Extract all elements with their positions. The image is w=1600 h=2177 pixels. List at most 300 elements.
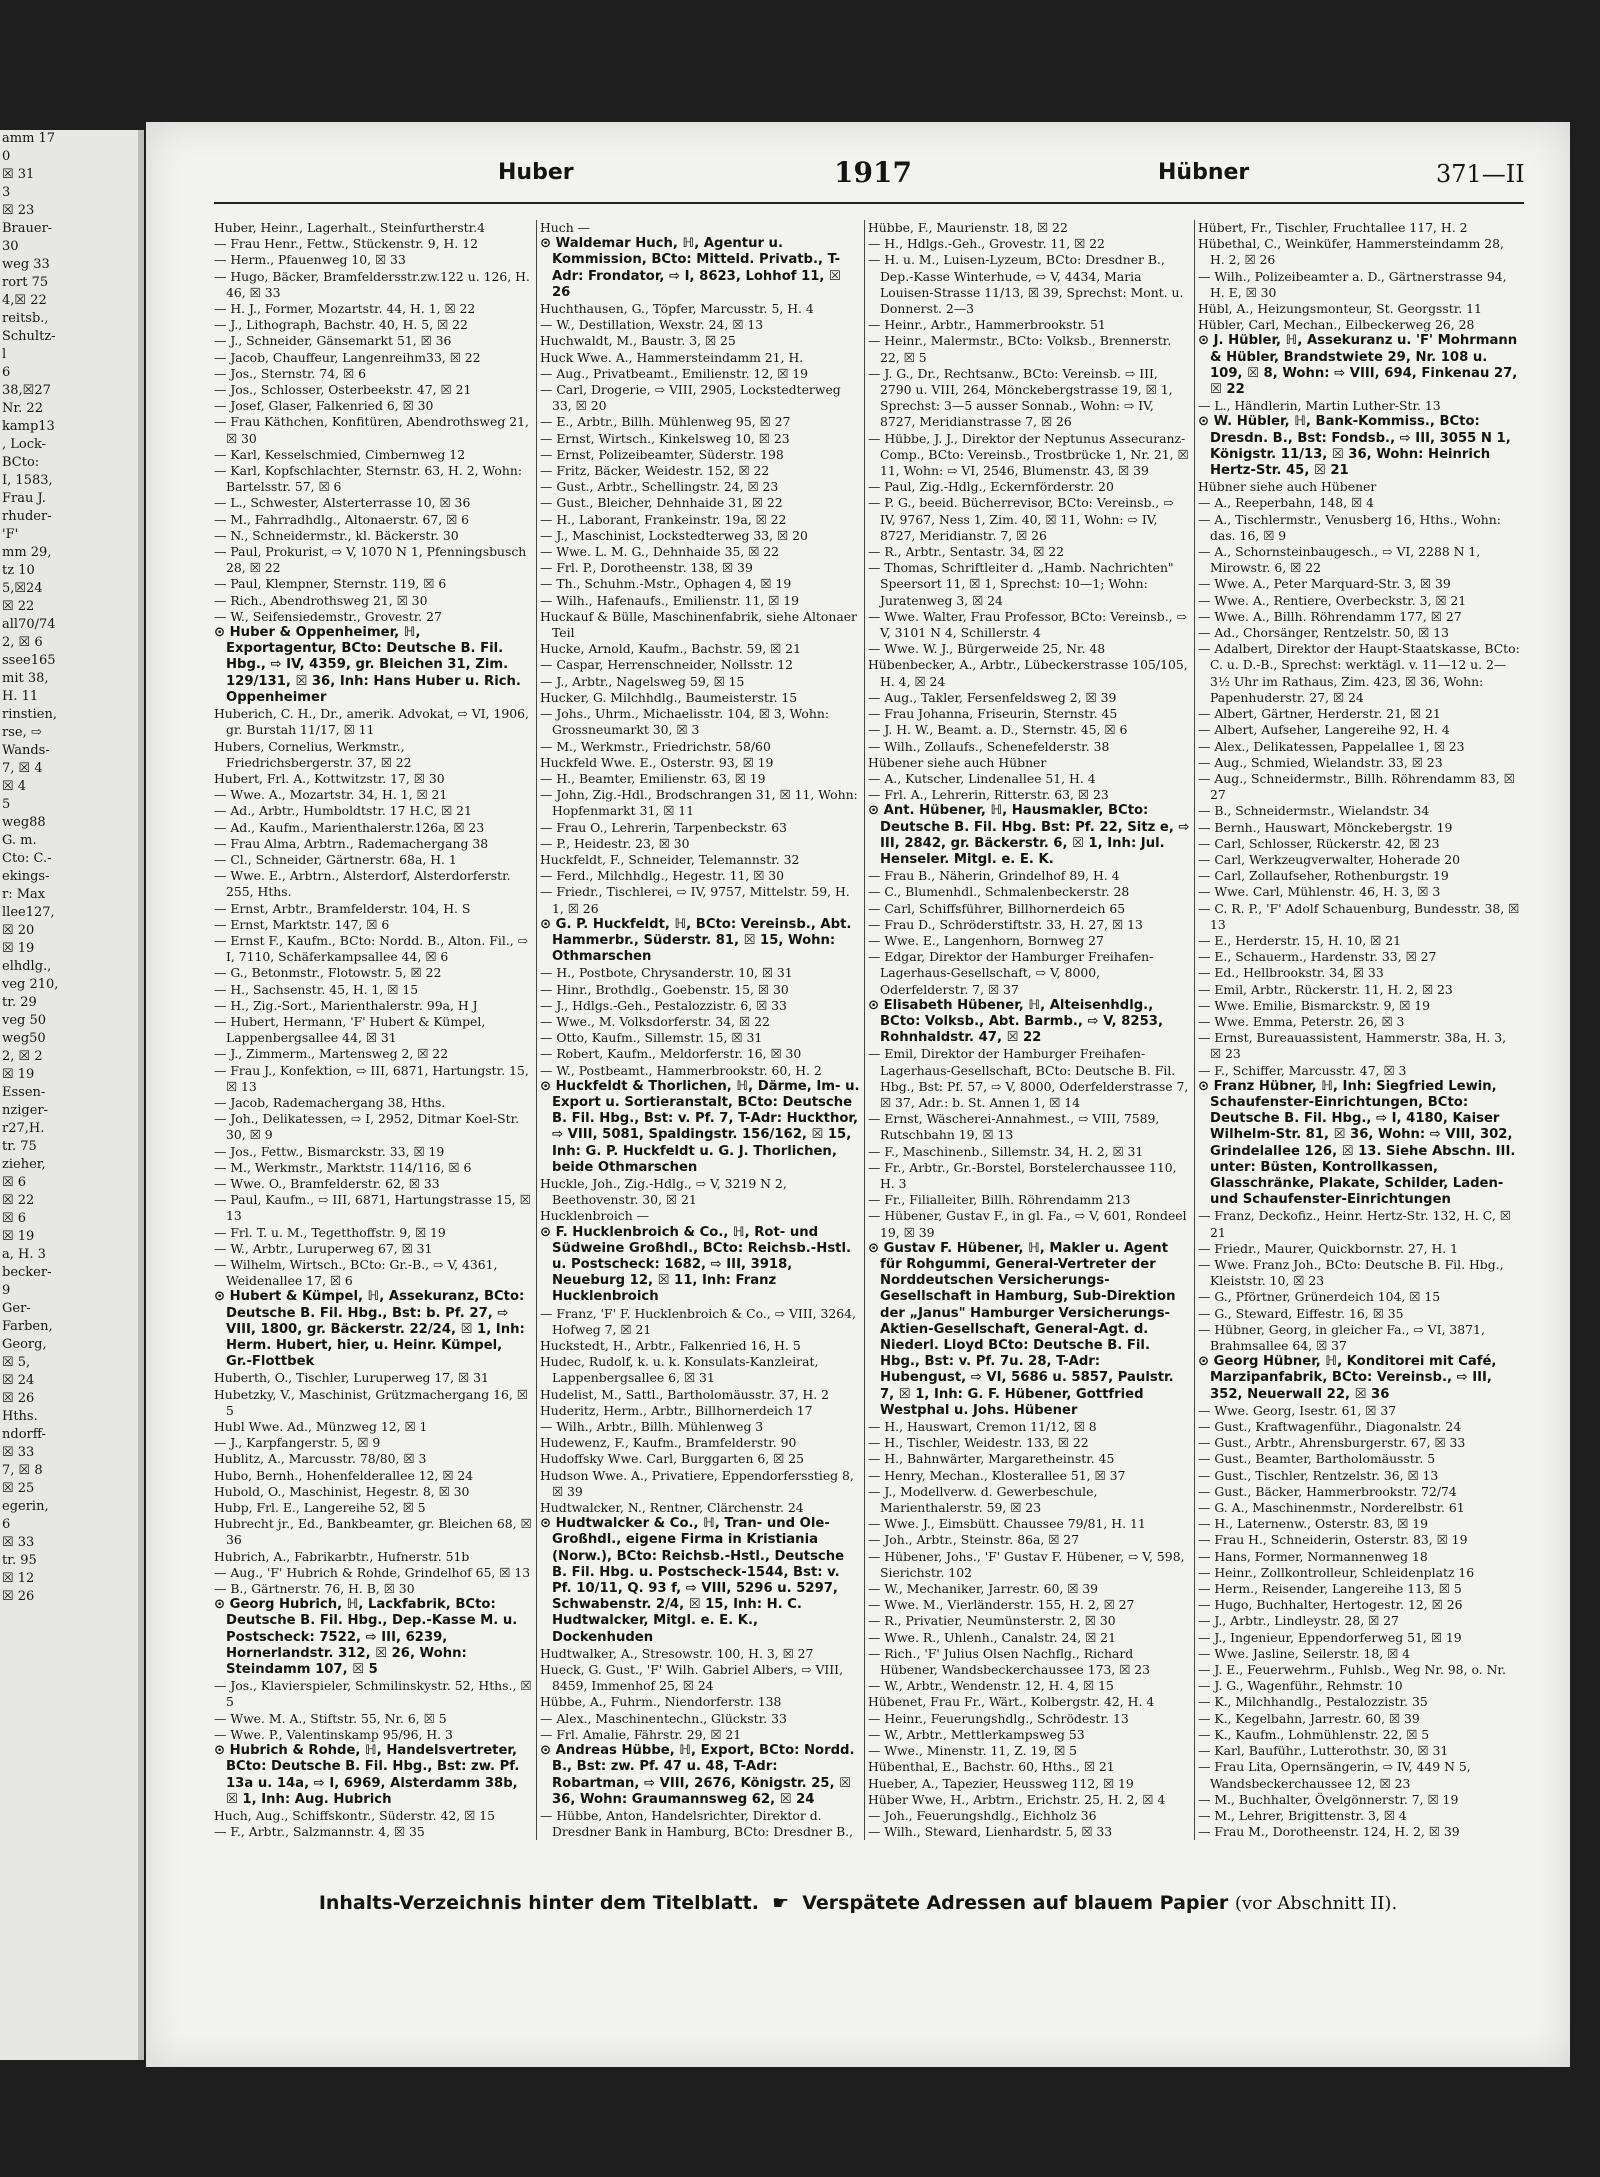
firm-entry: ⊙ Georg Hübner, ℍ, Konditorei mit Café, Marzipanfabrik, BCto: Vereinsb., ⇨ III, 352, Neuerwall 22, ☒ 36: [1198, 1354, 1497, 1402]
directory-entry: — H. u. M., Luisen-Lyzeum, BCto: Dresdner B., Dep.-Kasse Winterhude, ⇨ V, 4434, Maria Louisen-Strasse 11/13, ☒ 39, Sprechst: Mont. u. Donnerst. 2—3: [868, 252, 1184, 317]
directory-entry: Hubl Wwe. Ad., Münzweg 12, ☒ 1: [214, 1419, 428, 1435]
directory-entry: Hudtwalker, A., Stresowstr. 100, H. 3, ☒ 27: [540, 1645, 814, 1661]
prev-page-fragment: elhdlg.,: [2, 959, 52, 974]
directory-entry: Hübner siehe auch Hübener: [1198, 479, 1377, 495]
firm-entry: ⊙ G. P. Huckfeldt, ℍ, BCto: Vereinsb., Abt. Hammerbr., Süderstr. 81, ☒ 15, Wohn: Othmarschen: [540, 916, 852, 965]
directory-entry: — Jos., Schlosser, Osterbeekstr. 47, ☒ 21: [214, 382, 472, 398]
directory-entry: — A., Tischlermstr., Venusberg 16, Hths., Wohn: das. 16, ☒ 9: [1198, 511, 1501, 543]
directory-entry: — Friedr., Tischlerei, ⇨ IV, 9757, Mittelstr. 59, H. 1, ☒ 26: [540, 884, 850, 916]
directory-entry: Hudec, Rudolf, k. u. k. Konsulats-Kanzleirat, Lappenbergsallee 6, ☒ 31: [540, 1354, 819, 1386]
directory-entry: — Jacob, Chauffeur, Langenreihm33, ☒ 22: [214, 349, 481, 365]
directory-entry: — Aug., Takler, Fersenfeldsweg 2, ☒ 39: [868, 689, 1117, 705]
directory-entry: — Aug., Schneidermstr., Billh. Röhrendamm 83, ☒ 27: [1198, 770, 1515, 803]
directory-entry: — J., Lithograph, Bachstr. 40, H. 5, ☒ 22: [214, 317, 468, 333]
prev-page-fragment: ☒ 22: [2, 599, 35, 614]
directory-entry: — Jacob, Rademachergang 38, Hths.: [214, 1094, 446, 1110]
prev-page-fragment: reitsb.,: [2, 311, 49, 326]
directory-entry: — Ad., Arbtr., Humboldtstr. 17 H.C, ☒ 21: [214, 803, 472, 819]
directory-entry: — Ernst F., Kaufm., BCto: Nordd. B., Alton. Fil., ⇨ I, 7110, Schäferkampsallee 44, ☒ 6: [214, 932, 528, 965]
directory-entry: — Frau M., Dorotheenstr. 124, H. 2, ☒ 39: [1198, 1824, 1460, 1840]
directory-entry: — Frau Henr., Fettw., Stückenstr. 9, H. 12: [214, 236, 479, 252]
directory-entry: Hüber Wwe, H., Arbtrn., Erichstr. 25, H. 2, ☒ 4: [868, 1791, 1166, 1807]
directory-entry: — Wwe. Emilie, Bismarckstr. 9, ☒ 19: [1198, 997, 1431, 1013]
directory-entry: — Carl, Drogerie, ⇨ VIII, 2905, Lockstedterweg 33, ☒ 20: [540, 382, 841, 414]
directory-entry: Hübbe, A., Fuhrm., Niendorferstr. 138: [540, 1694, 782, 1710]
header-first-name: Huber: [498, 160, 574, 185]
firm-entry: ⊙ Huckfeldt & Thorlichen, ℍ, Därme, Im- u. Export u. Sortieranstalt, BCto: Deutsche B. Fil. Hbg., Bst: v. Pf. 7, T-Adr: Huckthor, ⇨ VIII, 5081, Spaldingstr. 156/162, ☒ 15, Inh: G. P. Huckfeldt u. G. J. Thorlichen, beide Othmarschen: [540, 1078, 860, 1175]
directory-entry: — Hugo, Bäcker, Bramfeldersstr.zw.122 u. 126, H. 46, ☒ 33: [214, 268, 530, 300]
prev-page-fragment: 7, ☒ 8: [2, 1463, 43, 1478]
directory-entry: — Hans, Former, Normannenweg 18: [1198, 1548, 1428, 1564]
directory-entry: — Albert, Aufseher, Langereihe 92, H. 4: [1198, 722, 1450, 738]
prev-page-fragment: I, 1583,: [2, 473, 53, 488]
directory-entry: — Gust., Arbtr., Schellingstr. 24, ☒ 23: [540, 479, 779, 495]
prev-page-fragment: weg50: [2, 1031, 46, 1046]
prev-page-fragment: Ger-: [2, 1301, 31, 1316]
firm-entry: ⊙ Hudtwalcker & Co., ℍ, Tran- und Ole-Großhdl., eigene Firma in Kristiania (Norw.), BCto: Reichsb.-Hstl., Deutsche B. Fil. Hbg. u. Postscheck-1544, Bst: v. Pf. 10/11, Q. 93 f, ⇨ VIII, 5296 u. 5297, Schwabenstr. 2/4, ☒ 15, Inh: H. C. Hudtwalcker, Mitgl. e. E. K., Dockenhuden: [540, 1516, 845, 1645]
directory-entry: — Hinr., Brothdlg., Goebenstr. 15, ☒ 30: [540, 981, 789, 997]
directory-entry: — R., Arbtr., Sentastr. 34, ☒ 22: [868, 544, 1065, 560]
directory-entry: Hubert, Frl. A., Kottwitzstr. 17, ☒ 30: [214, 770, 445, 786]
directory-entry: — Carl, Werkzeugverwalter, Hoherade 20: [1198, 851, 1461, 867]
directory-entry: — Wwe., Minenstr. 11, Z. 19, ☒ 5: [868, 1743, 1078, 1759]
directory-entry: — J. E., Feuerwehrm., Fuhlsb., Weg Nr. 98, o. Nr.: [1198, 1662, 1506, 1678]
directory-entry: — W., Seifensiedemstr., Grovestr. 27: [214, 608, 442, 624]
firm-entry: ⊙ Gustav F. Hübener, ℍ, Makler u. Agent für Rohgummi, General-Vertreter der Norddeutschen Versicherungs-Gesellschaft in Hamburg, Sub-Direktion der „Janus" Hamburger Versicherungs-Aktien-Gesellschaft, General-Agt. d. Niederl. Lloyd BCto: Deutsche B. Fil. Hbg., Bst: v. Pf. 7u. 28, T-Adr: Hubengust, ⇨ VI, 5686 u. 5857, Paulstr. 7, ☒ 1, Inh: G. F. Hübener, Gottfried Westphal u. Johs. Hübener: [868, 1240, 1176, 1418]
directory-entry: Huch —: [540, 220, 591, 235]
directory-column-3: [868, 220, 1195, 1840]
directory-entry: Hubers, Cornelius, Werkmstr., Friedrichsbergerstr. 37, ☒ 22: [214, 738, 412, 770]
prev-page-fragment: tr. 75: [2, 1139, 37, 1154]
directory-entry: — Paul, Zig.-Hdlg., Eckernförderstr. 20: [868, 479, 1114, 495]
directory-entry: — Gust., Kraftwagenführ., Diagonalstr. 24: [1198, 1419, 1462, 1435]
directory-entry: — H., Zig.-Sort., Marienthalerstr. 99a, H J: [214, 997, 478, 1013]
directory-entry: — H., Beamter, Emilienstr. 63, ☒ 19: [540, 770, 766, 786]
directory-entry: — Albert, Gärtner, Herderstr. 21, ☒ 21: [1198, 706, 1441, 722]
directory-entry: — Hübbe, J. J., Direktor der Neptunus Assecuranz-Comp., BCto: Vereinsb., Trostbrücke 1, Nr. 21, ☒ 11, Wohn: ⇨ VI, 2546, Blumenstr. 43, ☒ 39: [868, 430, 1189, 479]
directory-entry: — M., Werkmstr., Marktstr. 114/116, ☒ 6: [214, 1159, 472, 1175]
directory-entry: Hubrich, A., Fabrikarbtr., Hufnerstr. 51b: [214, 1548, 470, 1564]
firm-entry: ⊙ F. Hucklenbroich & Co., ℍ, Rot- und Südweine Großhdl., BCto: Reichsb.-Hstl. u. Postscheck: 1682, ⇨ III, 3918, Neueburg 12, ☒ 11, Inh: Franz Hucklenbroich: [540, 1224, 852, 1305]
directory-entry: — Frau O., Lehrerin, Tarpenbeckstr. 63: [540, 819, 788, 835]
prev-page-fragment: rhuder-: [2, 509, 52, 524]
prev-page-fragment: 'F': [2, 527, 19, 542]
directory-entry: — Ad., Chorsänger, Rentzelstr. 50, ☒ 13: [1198, 625, 1449, 641]
prev-page-fragment: Hths.: [2, 1409, 38, 1424]
prev-page-fragment: 6: [2, 1517, 11, 1532]
directory-entry: Huckfeldt, F., Schneider, Telemannstr. 32: [540, 851, 800, 867]
prev-page-fragment: BCto:: [2, 455, 40, 470]
directory-entry: — E., Herderstr. 15, H. 10, ☒ 21: [1198, 932, 1401, 948]
prev-page-fragment: rort 75: [2, 275, 49, 290]
directory-entry: — Gust., Beamter, Bartholomäusstr. 5: [1198, 1451, 1436, 1467]
directory-entry: — Wilh., Arbtr., Billh. Mühlenweg 3: [540, 1419, 764, 1435]
directory-entry: — Aug., 'F' Hubrich & Rohde, Grindelhof 65, ☒ 13: [214, 1564, 531, 1580]
prev-page-fragment: ☒ 22: [2, 1193, 35, 1208]
directory-entry: — B., Gärtnerstr. 76, H. B, ☒ 30: [214, 1581, 415, 1597]
directory-entry: Hueber, A., Tapezier, Heussweg 112, ☒ 19: [868, 1775, 1134, 1791]
prev-page-fragment: weg 33: [2, 257, 50, 272]
page-header: [146, 156, 1570, 200]
directory-entry: — J., Maschinist, Lockstedterweg 33, ☒ 20: [540, 527, 808, 543]
directory-entry: Hubold, O., Maschinist, Hegestr. 8, ☒ 30: [214, 1483, 470, 1499]
directory-entry: — Alex., Maschinentechn., Glückstr. 33: [540, 1710, 787, 1726]
prev-page-fragment: Essen-: [2, 1085, 46, 1100]
directory-entry: — Bernh., Hauswart, Mönckebergstr. 19: [1198, 819, 1453, 835]
firm-entry: ⊙ Hubrich & Rohde, ℍ, Handelsvertreter, BCto: Deutsche B. Fil. Hbg., Bst: zw. Pf. 13a u. 14a, ⇨ I, 6969, Alsterdamm 38b, ☒ 1, Inh: Aug. Hubrich: [214, 1743, 520, 1807]
footer-index-note: Inhalts-Verzeichnis hinter dem Titelblatt.: [318, 1892, 759, 1914]
firm-entry: ⊙ Hubert & Kümpel, ℍ, Assekuranz, BCto: Deutsche B. Fil. Hbg., Bst: b. Pf. 27, ⇨ VIII, 1800, gr. Bäckerstr. 22/24, ☒ 1, Inh: Herm. Hubert, hier, u. Heinr. Kümpel, Gr.-Flottbek: [214, 1289, 525, 1370]
prev-page-fragment: r: Max: [2, 887, 46, 902]
directory-entry: — G., Steward, Eiffestr. 16, ☒ 35: [1198, 1305, 1404, 1321]
prev-page-fragment: Georg,: [2, 1337, 47, 1352]
directory-entry: — W., Mechaniker, Jarrestr. 60, ☒ 39: [868, 1581, 1099, 1597]
prev-page-fragment: ☒ 25: [2, 1481, 35, 1496]
directory-entry: — Thomas, Schriftleiter d. „Hamb. Nachrichten" Speersort 11, ☒ 1, Sprechst: 10—1; Wohn: Juratenweg 3, ☒ 24: [868, 560, 1174, 608]
firm-entry: ⊙ J. Hübler, ℍ, Assekuranz u. 'F' Mohrmann & Hübler, Brandstwiete 29, Nr. 108 u. 109, ☒ 8, Wohn: ⇨ VIII, 694, Finkenau 27, ☒ 22: [1198, 333, 1518, 398]
directory-entry: — F., Maschinenb., Sillemstr. 34, H. 2, ☒ 31: [868, 1143, 1144, 1159]
page-footer: [146, 1892, 1570, 1914]
prev-page-fragment: 5: [2, 797, 11, 812]
directory-entry: — J. H. W., Beamt. a. D., Sternstr. 45, ☒ 6: [868, 722, 1128, 738]
directory-entry: — Paul, Prokurist, ⇨ V, 1070 N 1, Pfenningsbusch 28, ☒ 22: [214, 544, 527, 576]
directory-entry: Hübler, Carl, Mechan., Eilbeckerweg 26, 28: [1198, 317, 1475, 333]
prev-page-fragment: 7, ☒ 4: [2, 761, 43, 776]
prev-page-fragment: tz 10: [2, 563, 35, 578]
directory-entry: — Johs., Uhrm., Michaelisstr. 104, ☒ 3, Wohn: Grossneumarkt 30, ☒ 3: [540, 706, 829, 738]
prev-page-fragment: ☒ 12: [2, 1571, 35, 1586]
firm-entry: ⊙ Georg Hubrich, ℍ, Lackfabrik, BCto: Deutsche B. Fil. Hbg., Dep.-Kasse M. u. Postscheck: 7522, ⇨ III, 6239, Hornerlandstr. 312, ☒ 26, Wohn: Steindamm 107, ☒ 5: [214, 1597, 518, 1678]
prev-page-fragment: Frau J.: [2, 491, 46, 506]
directory-entry: Hudewenz, F., Kaufm., Bramfelderstr. 90: [540, 1435, 797, 1451]
directory-entry: — K., Kaufm., Lohmühlenstr. 22, ☒ 5: [1198, 1726, 1430, 1742]
directory-entry: — Ernst, Arbtr., Bramfelderstr. 104, H. S: [214, 900, 471, 916]
directory-entry: — Joh., Feuerungshdlg., Eichholz 36: [868, 1807, 1097, 1823]
prev-page-fragment: ☒ 33: [2, 1535, 35, 1550]
directory-entry: — Wwe. E., Arbtrn., Alsterdorf, Alsterdorferstr. 255, Hths.: [214, 868, 511, 900]
directory-entry: — J., Arbtr., Lindleystr. 28, ☒ 27: [1198, 1613, 1399, 1629]
directory-entry: — Gust., Bäcker, Hammerbrookstr. 72/74: [1198, 1483, 1457, 1499]
directory-entry: Huck Wwe. A., Hammersteindamm 21, H.: [540, 349, 804, 365]
prev-page-fragment: Schultz-: [2, 329, 56, 344]
prev-page-fragment: 3: [2, 185, 11, 200]
directory-entry: — Wilh., Hafenaufs., Emilienstr. 11, ☒ 19: [540, 592, 800, 608]
directory-entry: Huber, Heinr., Lagerhalt., Steinfurtherstr.4: [214, 220, 486, 235]
directory-entry: — Frl. Amalie, Fährstr. 29, ☒ 21: [540, 1726, 742, 1742]
directory-entry: — Frau J., Konfektion, ⇨ III, 6871, Hartungstr. 15, ☒ 13: [214, 1062, 529, 1094]
directory-entry: Hubo, Bernh., Hohenfelderallee 12, ☒ 24: [214, 1467, 474, 1483]
prev-page-fragment: ☒ 6: [2, 1211, 27, 1226]
directory-entry: — Gust., Tischler, Rentzelstr. 36, ☒ 13: [1198, 1467, 1439, 1483]
prev-page-fragment: 6: [2, 365, 11, 380]
prev-page-fragment: ☒ 19: [2, 1067, 35, 1082]
directory-entry: — Ernst, Polizeibeamter, Süderstr. 198: [540, 446, 784, 462]
prev-page-fragment: zieher,: [2, 1157, 46, 1172]
prev-page-fragment: ☒ 6: [2, 1175, 27, 1190]
prev-page-fragment: 5,☒24: [2, 581, 43, 596]
directory-entry: — J., Ingenieur, Eppendorferweg 51, ☒ 19: [1198, 1629, 1462, 1645]
directory-entry: Huckfeld Wwe. E., Osterstr. 93, ☒ 19: [540, 754, 774, 770]
directory-entry: — Franz, 'F' F. Hucklenbroich & Co., ⇨ VIII, 3264, Hofweg 7, ☒ 21: [540, 1305, 856, 1337]
prev-page-fragment: a, H. 3: [2, 1247, 46, 1262]
firm-entry: ⊙ Elisabeth Hübener, ℍ, Alteisenhdlg., BCto: Volksb., Abt. Barmb., ⇨ V, 8253, Rohnhaldstr. 47, ☒ 22: [868, 997, 1163, 1046]
directory-entry: — Fritz, Bäcker, Weidestr. 152, ☒ 22: [540, 463, 770, 479]
directory-entry: — E., Arbtr., Billh. Mühlenweg 95, ☒ 27: [540, 414, 791, 430]
prev-page-fragment: ☒ 26: [2, 1391, 35, 1406]
prev-page-fragment: ☒ 24: [2, 1373, 35, 1388]
directory-entry: — Caspar, Herrenschneider, Nollsstr. 12: [540, 657, 793, 673]
directory-entry: — John, Zig.-Hdl., Brodschrangen 31, ☒ 11, Wohn: Hopfenmarkt 31, ☒ 11: [540, 787, 858, 819]
directory-entry: — Jos., Fettw., Bismarckstr. 33, ☒ 19: [214, 1143, 445, 1159]
directory-entry: — Joh., Delikatessen, ⇨ I, 2952, Ditmar Koel-Str. 30, ☒ 9: [214, 1111, 520, 1143]
footer-section-note: (vor Abschnitt II).: [1234, 1893, 1398, 1914]
prev-page-fragment: llee127,: [2, 905, 55, 920]
directory-entry: — Heinr., Arbtr., Hammerbrookstr. 51: [868, 317, 1106, 333]
directory-entry: — M., Fahrradhdlg., Altonaerstr. 67, ☒ 6: [214, 511, 470, 527]
directory-entry: — Heinr., Malermstr., BCto: Volksb., Brennerstr. 22, ☒ 5: [868, 333, 1172, 365]
firm-entry: ⊙ Waldemar Huch, ℍ, Agentur u. Kommission, BCto: Mitteld. Privatb., T-Adr: Frondator, ⇨ I, 8623, Lohhof 11, ☒ 26: [540, 236, 841, 300]
directory-entry: — Wwe. Walter, Frau Professor, BCto: Vereinsb., ⇨ V, 3101 N 4, Schillerstr. 4: [868, 608, 1187, 641]
directory-entry: Huch, Aug., Schiffskontr., Süderstr. 42, ☒ 15: [214, 1807, 495, 1823]
prev-page-fragment: 30: [2, 239, 19, 254]
directory-entry: — Wwe. M., Vierländerstr. 155, H. 2, ☒ 27: [868, 1597, 1135, 1613]
directory-entry: — Fr., Arbtr., Gr.-Borstel, Borstelerchaussee 110, H. 3: [868, 1159, 1177, 1191]
directory-entry: — Paul, Klempner, Sternstr. 119, ☒ 6: [214, 576, 447, 592]
directory-entry: Hübener siehe auch Hübner: [868, 754, 1047, 770]
prev-page-fragment: 4,☒ 22: [2, 293, 47, 308]
directory-entry: — Wwe. A., Billh. Röhrendamm 177, ☒ 27: [1198, 608, 1462, 624]
directory-entry: — Frau H., Schneiderin, Osterstr. 83, ☒ 19: [1198, 1532, 1468, 1548]
directory-entry: Hübbe, F., Maurienstr. 18, ☒ 22: [868, 220, 1068, 235]
directory-entry: — Wwe. R., Uhlenh., Canalstr. 24, ☒ 21: [868, 1629, 1116, 1645]
directory-entry: — Heinr., Feuerungshdlg., Schrödestr. 13: [868, 1710, 1129, 1726]
directory-entry: Huckauf & Bülle, Maschinenfabrik, siehe Altonaer Teil: [540, 608, 857, 641]
prev-page-fragment: amm 17: [2, 131, 56, 146]
directory-entry: — L., Schwester, Alsterterrasse 10, ☒ 36: [214, 495, 471, 511]
prev-page-fragment: Wands-: [2, 743, 50, 758]
directory-entry: Hübethal, C., Weinküfer, Hammersteindamm 28, H. 2, ☒ 26: [1198, 236, 1504, 268]
footer-late-addresses: Verspätete Adressen auf blauem Papier: [802, 1892, 1229, 1914]
directory-entry: — Wwe. Georg, Isestr. 61, ☒ 37: [1198, 1402, 1397, 1418]
directory-entry: — H., Tischler, Weidestr. 133, ☒ 22: [868, 1435, 1089, 1451]
directory-entry: Hudoffsky Wwe. Carl, Burggarten 6, ☒ 25: [540, 1451, 804, 1467]
pointing-hand-icon: ☛: [772, 1892, 790, 1914]
directory-entry: — M., Lehrer, Brigittenstr. 3, ☒ 4: [1198, 1807, 1407, 1823]
directory-entry: — W., Arbtr., Wendenstr. 12, H. 4, ☒ 15: [868, 1678, 1114, 1694]
prev-page-fragment: 0: [2, 149, 11, 164]
directory-entry: — Jos., Klavierspieler, Schmilinskystr. 52, Hths., ☒ 5: [214, 1678, 532, 1710]
directory-entry: — Josef, Glaser, Falkenried 6, ☒ 30: [214, 398, 434, 414]
directory-entry: Hübenthal, E., Bachstr. 60, Hths., ☒ 21: [868, 1759, 1115, 1775]
directory-entry: — C., Blumenhdl., Schmalenbeckerstr. 28: [868, 884, 1130, 900]
directory-entry: Hubetzky, V., Maschinist, Grützmachergang 16, ☒ 5: [214, 1386, 528, 1418]
directory-entry: — Wwe. Franz Joh., BCto: Deutsche B. Fil. Hbg., Kleiststr. 10, ☒ 23: [1198, 1257, 1504, 1289]
prev-page-fragment: , Lock-: [2, 437, 47, 452]
prev-page-fragment: l: [2, 347, 7, 362]
directory-entry: — Paul, Kaufm., ⇨ III, 6871, Hartungstrasse 15, ☒ 13: [214, 1192, 531, 1224]
directory-entry: Huchthausen, G., Töpfer, Marcusstr. 5, H. 4: [540, 301, 814, 317]
directory-entry: — Frau D., Schröderstiftstr. 33, H. 27, ☒ 13: [868, 916, 1143, 932]
directory-entry: — Emil, Direktor der Hamburger Freihafen-Lagerhaus-Gesellschaft, BCto: Deutsche B. Fil. Hbg., Bst: Pf. 57, ⇨ V, 8000, Oderfelderstrasse 7, ☒ 37, Adr.: b. St. Annen 1, ☒ 14: [868, 1046, 1189, 1110]
directory-entry: — H. J., Former, Mozartstr. 44, H. 1, ☒ 22: [214, 301, 476, 317]
directory-entry: — Karl, Kopfschlachter, Sternstr. 63, H. 2, Wohn: Bartelsstr. 57, ☒ 6: [214, 463, 522, 495]
directory-entry: — J., Arbtr., Nagelsweg 59, ☒ 15: [540, 673, 745, 689]
directory-entry: — Wwe. A., Rentiere, Overbeckstr. 3, ☒ 21: [1198, 592, 1467, 608]
directory-entry: — B., Schneidermstr., Wielandstr. 34: [1198, 803, 1430, 819]
prev-page-fragment: ☒ 5,: [2, 1355, 31, 1370]
directory-entry: — Wwe. A., Peter Marquard-Str. 3, ☒ 39: [1198, 576, 1451, 592]
directory-entry: Hublitz, A., Marcusstr. 78/80, ☒ 3: [214, 1451, 427, 1467]
firm-entry: ⊙ Ant. Hübener, ℍ, Hausmakler, BCto: Deutsche B. Fil. Hbg. Bst: Pf. 22, Sitz e, ⇨ III, 2842, gr. Bäckerstr. 6, ☒ 1, Inh: Jul. Henseler. Mitgl. e. E. K.: [868, 803, 1190, 867]
prev-page-fragment: rinstien,: [2, 707, 57, 722]
directory-entry: — A., Kutscher, Lindenallee 51, H. 4: [868, 770, 1096, 786]
directory-entry: — W., Postbeamt., Hammerbrookstr. 60, H. 2: [540, 1062, 822, 1078]
directory-entry: — Franz, Deckofiz., Heinr. Hertz-Str. 132, H. C, ☒ 21: [1198, 1208, 1511, 1240]
prev-page-fragment: 38,☒27: [2, 383, 51, 398]
directory-entry: — P., Heidestr. 23, ☒ 30: [540, 835, 690, 851]
directory-entry: — R., Privatier, Neumünsterstr. 2, ☒ 30: [868, 1613, 1116, 1629]
prev-page-fragment: tr. 95: [2, 1553, 37, 1568]
directory-entry: — Adalbert, Direktor der Haupt-Staatskasse, BCto: C. u. D.-B., Sprechst: werktägl. v. 11—12 u. 2—3½ Uhr im Rathaus, Zim. 423, ☒ 36, Wohn: Papenhuderstr. 27, ☒ 24: [1198, 641, 1520, 705]
directory-entry: Hucker, G. Milchhdlg., Baumeisterstr. 15: [540, 689, 798, 705]
directory-entry: — J., Zimmerm., Martensweg 2, ☒ 22: [214, 1046, 449, 1062]
prev-page-fragment: ☒ 19: [2, 941, 35, 956]
prev-page-fragment: ekings-: [2, 869, 50, 884]
directory-entry: — Ernst, Bureauassistent, Hammerstr. 38a, H. 3, ☒ 23: [1198, 1030, 1507, 1062]
directory-entry: — Frau Lita, Opernsängerin, ⇨ IV, 449 N 5, Wandsbeckerchaussee 12, ☒ 23: [1198, 1759, 1471, 1791]
prev-page-fragment: ☒ 20: [2, 923, 35, 938]
prev-page-fragment: H. 11: [2, 689, 39, 704]
directory-entry: — K., Kegelbahn, Jarrestr. 60, ☒ 39: [1198, 1710, 1420, 1726]
directory-entry: — Wwe. O., Bramfelderstr. 62, ☒ 33: [214, 1175, 440, 1191]
directory-entry: — Wwe., M. Volksdorferstr. 34, ☒ 22: [540, 1013, 770, 1029]
directory-entry: — C. R. P., 'F' Adolf Schauenburg, Bundesstr. 38, ☒ 13: [1198, 900, 1520, 932]
directory-entry: — Ernst, Wäscherei-Annahmest., ⇨ VIII, 7589, Rutschbahn 19, ☒ 13: [868, 1111, 1160, 1143]
directory-entry: — Wwe. Jasline, Seilerstr. 18, ☒ 4: [1198, 1645, 1411, 1661]
directory-entry: Huckstedt, H., Arbtr., Falkenried 16, H. 5: [540, 1338, 801, 1354]
prev-page-fragment: veg 210,: [2, 977, 59, 992]
directory-entry: Hubp, Frl. E., Langereihe 52, ☒ 5: [214, 1500, 426, 1516]
directory-entry: Hübenbecker, A., Arbtr., Lübeckerstrasse 105/105, H. 4, ☒ 24: [868, 657, 1188, 689]
directory-entry: — Frau Johanna, Friseurin, Sternstr. 45: [868, 706, 1118, 722]
header-rule: [214, 202, 1524, 204]
directory-entry: — Gust., Bleicher, Dehnhaide 31, ☒ 22: [540, 495, 783, 511]
directory-entry: — A., Schornsteinbaugesch., ⇨ VI, 2288 N 1, Mirowstr. 6, ☒ 22: [1198, 544, 1481, 576]
directory-entry: — Cl., Schneider, Gärtnerstr. 68a, H. 1: [214, 851, 457, 867]
directory-entry: — G., Pförtner, Grünerdeich 104, ☒ 15: [1198, 1289, 1441, 1305]
directory-entry: — Ernst, Wirtsch., Kinkelsweg 10, ☒ 23: [540, 430, 790, 446]
firm-entry: ⊙ Franz Hübner, ℍ, Inh: Siegfried Lewin, Schaufenster-Einrichtungen, BCto: Deutsche B. Fil. Hbg., ⇨ I, 4180, Kaiser Wilhelm-Str. 81, ☒ 36, Wohn: ⇨ VIII, 302, Grindelallee 126, ☒ 13. Siehe Abschn. III. unter: Büsten, Kontrollkassen, Glasschränke, Plakate, Schilder, Laden- und Schaufenster-Einrichtungen: [1198, 1078, 1516, 1208]
directory-entry: — Wwe. Emma, Peterstr. 26, ☒ 3: [1198, 1013, 1405, 1029]
directory-entry: — H., Hauswart, Cremon 11/12, ☒ 8: [868, 1419, 1097, 1435]
directory-page: [146, 122, 1570, 2067]
directory-entry: — Wwe. P., Valentinskamp 95/96, H. 3: [214, 1726, 453, 1742]
prev-page-fragment: ☒ 23: [2, 203, 35, 218]
prev-page-fragment: Farben,: [2, 1319, 53, 1334]
directory-entry: Huckle, Joh., Zig.-Hdlg., ⇨ V, 3219 N 2, Beethovenstr. 30, ☒ 21: [540, 1175, 787, 1208]
directory-entry: — H., Laborant, Frankeinstr. 19a, ☒ 22: [540, 511, 787, 527]
directory-entry: — Heinr., Zollkontrolleur, Schleidenplatz 16: [1198, 1564, 1475, 1580]
directory-entry: — Robert, Kaufm., Meldorferstr. 16, ☒ 30: [540, 1046, 802, 1062]
prev-page-fragment: mit 38,: [2, 671, 49, 686]
directory-entry: — H., Bahnwärter, Margaretheinstr. 45: [868, 1451, 1115, 1467]
directory-entry: — N., Schneidermstr., kl. Bäckerstr. 30: [214, 527, 459, 543]
directory-entry: — J. G., Dr., Rechtsanw., BCto: Vereinsb. ⇨ III, 2790 u. VIII, 264, Mönckebergstrasse 19, ☒ 1, Sprechst: 3—5 ausser Sonnab., Wohn: ⇨ IV, 8727, Meridianstrasse 7, ☒ 26: [868, 365, 1173, 430]
directory-entry: — W., Arbtr., Luruperweg 67, ☒ 31: [214, 1240, 433, 1256]
directory-entry: Hübenet, Frau Fr., Wärt., Kolbergstr. 42, H. 4: [868, 1694, 1155, 1710]
directory-entry: Hubrecht jr., Ed., Bankbeamter, gr. Bleichen 68, ☒ 36: [214, 1516, 532, 1548]
directory-entry: — Carl, Zollaufseher, Rothenburgstr. 19: [1198, 868, 1449, 884]
directory-entry: — J., Modellverw. d. Gewerbeschule, Marienthalerstr. 59, ☒ 23: [868, 1483, 1098, 1516]
directory-entry: — Wilh., Steward, Lienhardstr. 5, ☒ 33: [868, 1824, 1113, 1840]
directory-entry: — L., Händlerin, Martin Luther-Str. 13: [1198, 398, 1441, 414]
prev-page-fragment: ☒ 19: [2, 1229, 35, 1244]
directory-entry: — H., Postbote, Chrysanderstr. 10, ☒ 31: [540, 965, 793, 981]
directory-entry: — Frau Käthchen, Konfitüren, Abendrothsweg 21, ☒ 30: [214, 414, 529, 446]
prev-page-fragment: becker-: [2, 1265, 52, 1280]
directory-column-4: [1198, 220, 1524, 1840]
prev-page-fragment: tr. 29: [2, 995, 37, 1010]
directory-entry: — W., Destillation, Wexstr. 24, ☒ 13: [540, 317, 764, 333]
prev-page-fragment: 2, ☒ 2: [2, 1049, 43, 1064]
header-last-name: Hübner: [1158, 160, 1250, 185]
directory-entry: Hucklenbroich —: [540, 1208, 650, 1224]
directory-entry: Huchwaldt, M., Baustr. 3, ☒ 25: [540, 333, 736, 349]
directory-entry: — K., Milchhandlg., Pestalozzistr. 35: [1198, 1694, 1428, 1710]
directory-entry: — Jos., Sternstr. 74, ☒ 6: [214, 365, 366, 381]
directory-entry: — F., Arbtr., Salzmannstr. 4, ☒ 35: [214, 1824, 425, 1840]
prev-page-fragment: G. m.: [2, 833, 37, 848]
directory-entry: Huderitz, Herm., Arbtr., Billhornerdeich 17: [540, 1402, 813, 1418]
directory-entry: — Hübbe, Anton, Handelsrichter, Direktor d. Dresdner Bank in Hamburg, BCto: Dresdner B.,: [540, 1807, 854, 1840]
directory-entry: Huberth, O., Tischler, Luruperweg 17, ☒ 31: [214, 1370, 489, 1386]
directory-entry: — E., Schauerm., Hardenstr. 33, ☒ 27: [1198, 949, 1437, 965]
directory-entry: — Ferd., Milchhdlg., Hegestr. 11, ☒ 30: [540, 868, 785, 884]
directory-entry: Hübert, Fr., Tischler, Fruchtallee 117, H. 2: [1198, 220, 1468, 235]
page-number: 371—II: [1436, 160, 1525, 188]
directory-entry: — Emil, Arbtr., Rückerstr. 11, H. 2, ☒ 23: [1198, 981, 1453, 997]
directory-entry: — Wwe. E., Langenhorn, Bornweg 27: [868, 932, 1104, 948]
directory-entry: — J., Hdlgs.-Geh., Pestalozzistr. 6, ☒ 33: [540, 997, 787, 1013]
directory-entry: — Frl. A., Lehrerin, Ritterstr. 63, ☒ 23: [868, 787, 1109, 803]
directory-entry: — Aug., Privatbeamt., Emilienstr. 12, ☒ 19: [540, 365, 809, 381]
directory-entry: — H., Sachsenstr. 45, H. 1, ☒ 15: [214, 981, 419, 997]
directory-entry: — Hübener, Gustav F., in gl. Fa., ⇨ V, 601, Rondeel 19, ☒ 39: [868, 1208, 1187, 1240]
directory-entry: — W., Arbtr., Mettlerkampsweg 53: [868, 1726, 1085, 1742]
directory-entry: — Wwe. A., Mozartstr. 34, H. 1, ☒ 21: [214, 787, 448, 803]
directory-entry: — Wwe. L. M. G., Dehnhaide 35, ☒ 22: [540, 544, 780, 560]
directory-entry: — Ernst, Marktstr. 147, ☒ 6: [214, 916, 390, 932]
prev-page-fragment: egerin,: [2, 1499, 49, 1514]
directory-entry: — Hugo, Buchhalter, Hertogestr. 12, ☒ 26: [1198, 1597, 1463, 1613]
directory-entry: Hueck, G. Gust., 'F' Wilh. Gabriel Albers, ⇨ VIII, 8459, Immenhof 25, ☒ 24: [540, 1662, 844, 1694]
directory-entry: — Gust., Arbtr., Ahrensburgerstr. 67, ☒ 33: [1198, 1435, 1466, 1451]
directory-entry: — Hubert, Hermann, 'F' Hubert & Kümpel, Lappenbergsallee 44, ☒ 31: [214, 1013, 486, 1046]
prev-page-fragment: ☒ 26: [2, 1589, 35, 1604]
directory-entry: Hucke, Arnold, Kaufm., Bachstr. 59, ☒ 21: [540, 641, 801, 657]
directory-entry: — Wilhelm, Wirtsch., BCto: Gr.-B., ⇨ V, 4361, Weidenallee 17, ☒ 6: [214, 1257, 498, 1289]
directory-entry: — Henry, Mechan., Klosterallee 51, ☒ 37: [868, 1467, 1126, 1483]
directory-entry: — Herm., Reisender, Langereihe 113, ☒ 5: [1198, 1581, 1462, 1597]
previous-page-edge: [0, 130, 144, 2060]
prev-page-fragment: ☒ 4: [2, 779, 27, 794]
prev-page-fragment: nziger-: [2, 1103, 49, 1118]
prev-page-fragment: kamp13: [2, 419, 55, 434]
directory-entry: — Friedr., Maurer, Quickbornstr. 27, H. 1: [1198, 1240, 1459, 1256]
directory-column-1: [214, 220, 537, 1840]
directory-entry: — Wwe. Carl, Mühlenstr. 46, H. 3, ☒ 3: [1198, 884, 1441, 900]
prev-page-fragment: 9: [2, 1283, 11, 1298]
